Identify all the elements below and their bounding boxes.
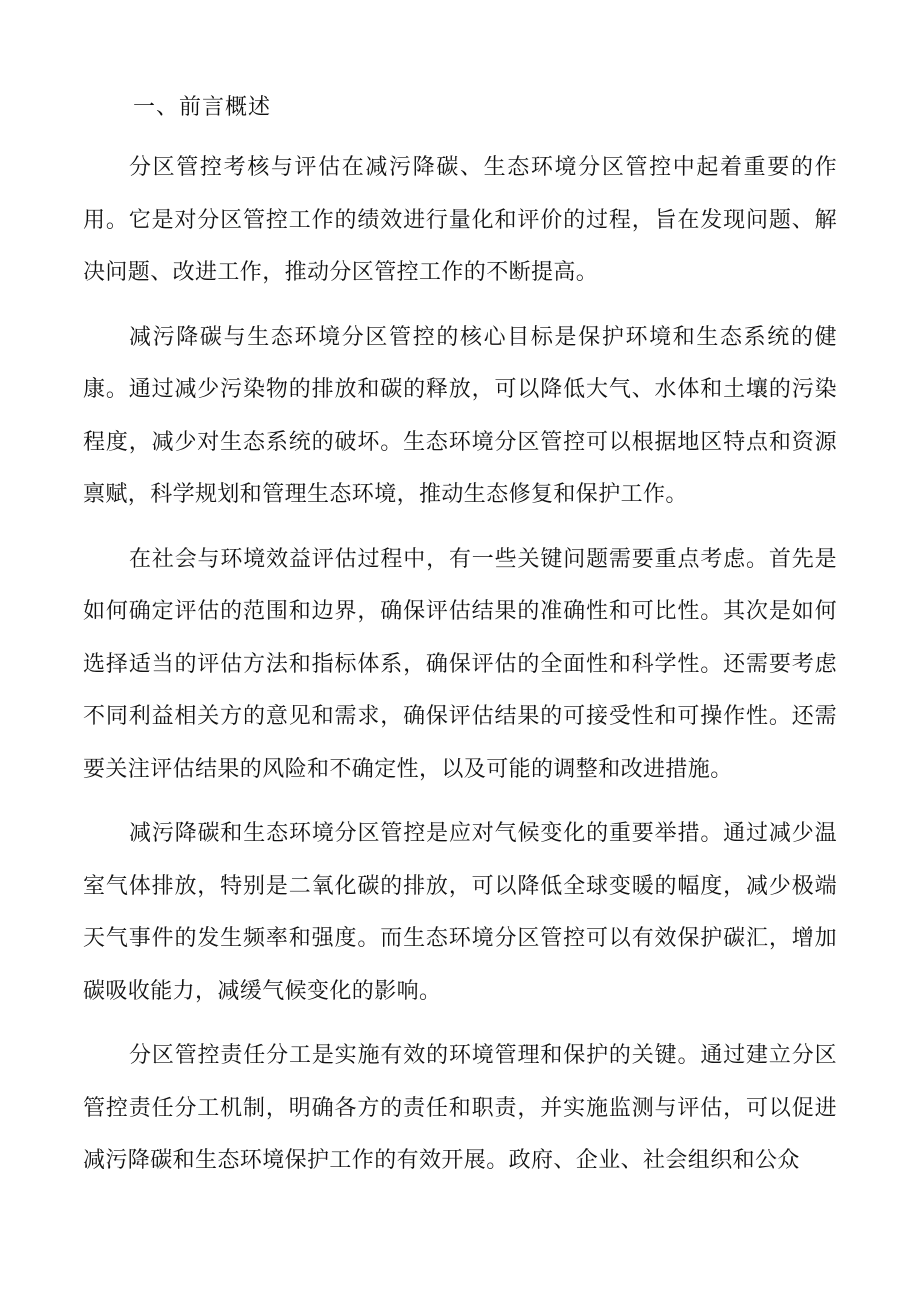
paragraph-2: 减污降碳与生态环境分区管控的核心目标是保护环境和生态系统的健康。通过减少污染物的排放和碳的释放，可以降低大气、水体和土壤的污染程度，减少对生态系统的破坏。生态环境分区管控可以根据地区特点和资源禀赋，科学规划和管理生态环境，推动生态修复和保护工作。 — [83, 324, 837, 507]
document-body — [83, 86, 837, 1188]
paragraph-4: 减污降碳和生态环境分区管控是应对气候变化的重要举措。通过减少温室气体排放，特别是二氧化碳的排放，可以降低全球变暖的幅度，减少极端天气事件的发生频率和强度。而生态环境分区管控可以有效保护碳汇，增加碳吸收能力，减缓气候变化的影响。 — [83, 821, 837, 1004]
section-heading: 一、前言概述 — [133, 95, 272, 120]
paragraph-5: 分区管控责任分工是实施有效的环境管理和保护的关键。通过建立分区管控责任分工机制，明确各方的责任和职责，并实施监测与评估，可以促进减污降碳和生态环境保护工作的有效开展。政府、企业、社会组织和公众 — [83, 1043, 837, 1173]
paragraph-3: 在社会与环境效益评估过程中，有一些关键问题需要重点考虑。首先是如何确定评估的范围和边界，确保评估结果的准确性和可比性。其次是如何选择适当的评估方法和指标体系，确保评估的全面性和科学性。还需要考虑不同利益相关方的意见和需求，确保评估结果的可接受性和可操作性。还需要关注评估结果的风险和不确定性，以及可能的调整和改进措施。 — [83, 546, 837, 782]
paragraph-1: 分区管控考核与评估在减污降碳、生态环境分区管控中起着重要的作用。它是对分区管控工作的绩效进行量化和评价的过程，旨在发现问题、解决问题、改进工作，推动分区管控工作的不断提高。 — [83, 155, 837, 285]
